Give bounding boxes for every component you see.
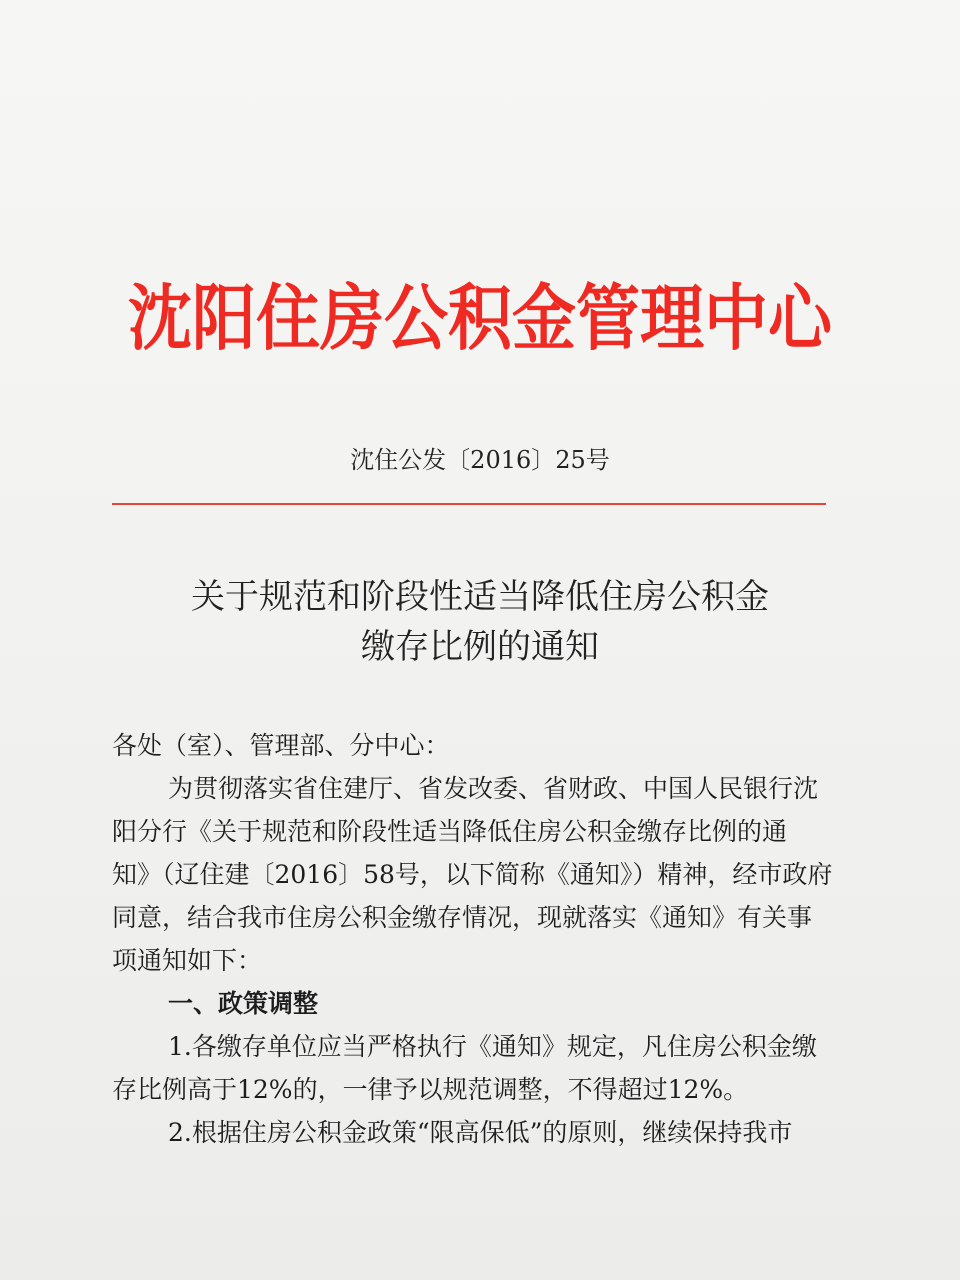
intro-line-2: 阳分行《关于规范和阶段性适当降低住房公积金缴存比例的通 — [112, 817, 788, 846]
item-1-line-2: 存比例高于12%的，一律予以规范调整，不得超过12%。 — [112, 1075, 749, 1104]
notice-title-line-1: 关于规范和阶段性适当降低住房公积金 — [191, 577, 769, 617]
intro-line-1: 为贯彻落实省住建厅、省发改委、省财政、中国人民银行沈 — [168, 774, 819, 803]
salutation: 各处（室）、管理部、分中心： — [112, 731, 450, 760]
notice-title — [120, 572, 840, 672]
notice-body — [112, 724, 872, 1154]
document-number: 沈住公发〔2016〕25号 — [350, 446, 610, 474]
section-heading-policy-adjustment: 一、政策调整 — [168, 989, 319, 1018]
intro-line-3: 知》（辽住建〔2016〕58号，以下简称《通知》）精神，经市政府 — [112, 860, 833, 889]
agency-title: 沈阳住房公积金管理中心 — [128, 278, 832, 362]
notice-title-line-2: 缴存比例的通知 — [361, 627, 599, 667]
item-2-line-1: 2.根据住房公积金政策“限高保低”的原则，继续保持我市 — [168, 1118, 793, 1147]
red-divider-line — [112, 503, 826, 505]
item-1-line-1: 1.各缴存单位应当严格执行《通知》规定，凡住房公积金缴 — [168, 1032, 817, 1061]
intro-line-5: 项通知如下： — [112, 946, 263, 975]
intro-line-4: 同意，结合我市住房公积金缴存情况，现就落实《通知》有关事 — [112, 903, 813, 932]
